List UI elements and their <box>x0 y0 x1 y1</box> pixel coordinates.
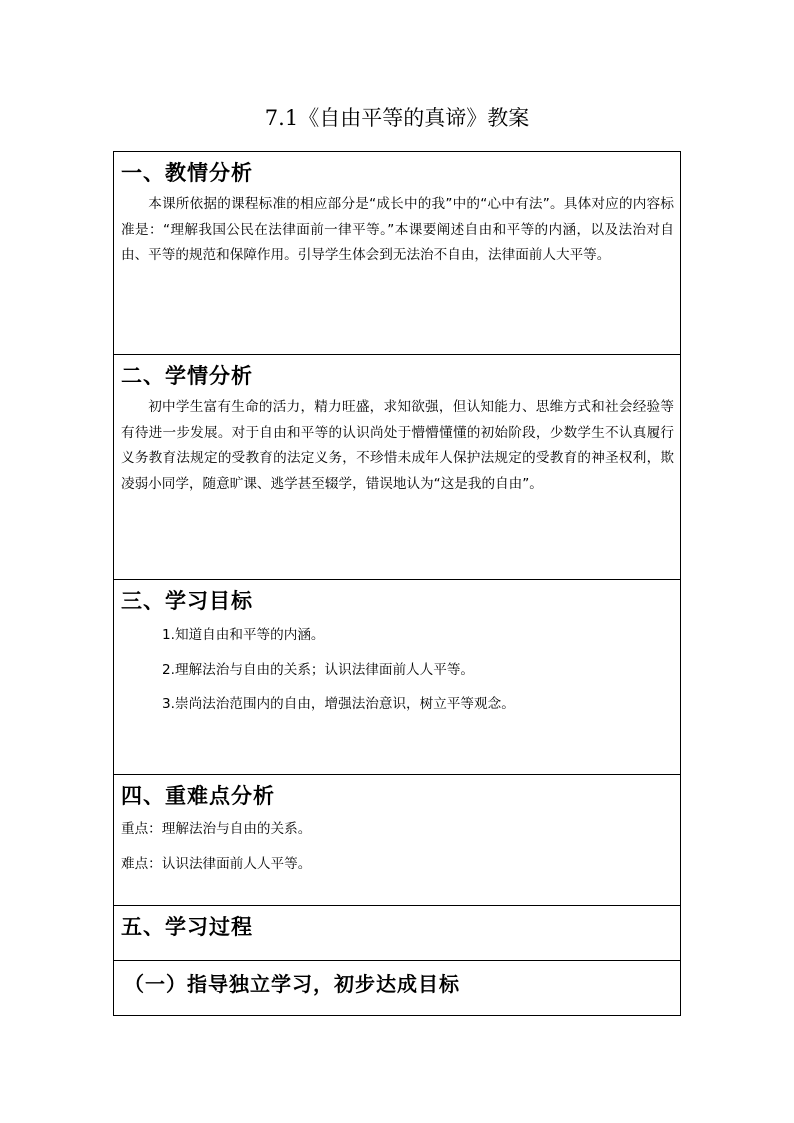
section-key-difficult-points <box>114 774 680 905</box>
objective-item: 1.知道自由和平等的内涵。 <box>162 627 325 643</box>
section-learning-process <box>114 905 680 960</box>
section-heading: 三、学习目标 <box>121 589 253 613</box>
document-title: 7.1《自由平等的真谛》教案 <box>264 106 530 130</box>
subsection-guided-study <box>114 960 680 1015</box>
difficult-point: 难点：认识法律面前人人平等。 <box>121 855 312 872</box>
section-heading: 五、学习过程 <box>121 915 253 939</box>
section-heading: 二、学情分析 <box>121 364 253 388</box>
section-student-analysis <box>114 354 680 579</box>
subsection-heading: （一）指导独立学习，初步达成目标 <box>124 972 460 996</box>
lesson-plan-table <box>113 151 681 1016</box>
objective-item: 2.理解法治与自由的关系；认识法律面前人人平等。 <box>162 661 475 678</box>
points-block <box>114 811 680 877</box>
key-point: 重点：理解法治与自由的关系。 <box>121 821 312 837</box>
section-learning-objectives <box>114 579 680 774</box>
objectives-list <box>114 616 680 718</box>
objective-item: 3.崇尚法治范围内的自由，增强法治意识，树立平等观念。 <box>162 696 515 712</box>
section-paragraph: 本课所依据的课程标准的相应部分是“成长中的我”中的“心中有法”。具体对应的内容标准是：“理解我国公民在法律面前一律平等。”本课要阐述自由和平等的内涵，以及法治对自由、平等的规范和保障作用。引导学生体会到无法治不自由，法律面前人大平等。 <box>121 196 674 263</box>
section-paragraph: 初中学生富有生命的活力，精力旺盛，求知欲强，但认知能力、思维方式和社会经验等有待进一步发展。对于自由和平等的认识尚处于懵懵懂懂的初始阶段，少数学生不认真履行义务教育法规定的受教育的法定义务，不珍惜未成年人保护法规定的受教育的神圣权利，欺凌弱小同学，随意旷课、逃学甚至辍学，错误地认为“这是我的自由”。 <box>121 399 674 492</box>
section-heading: 一、教情分析 <box>121 161 253 185</box>
section-teaching-analysis <box>114 152 680 354</box>
section-heading: 四、重难点分析 <box>121 784 275 808</box>
